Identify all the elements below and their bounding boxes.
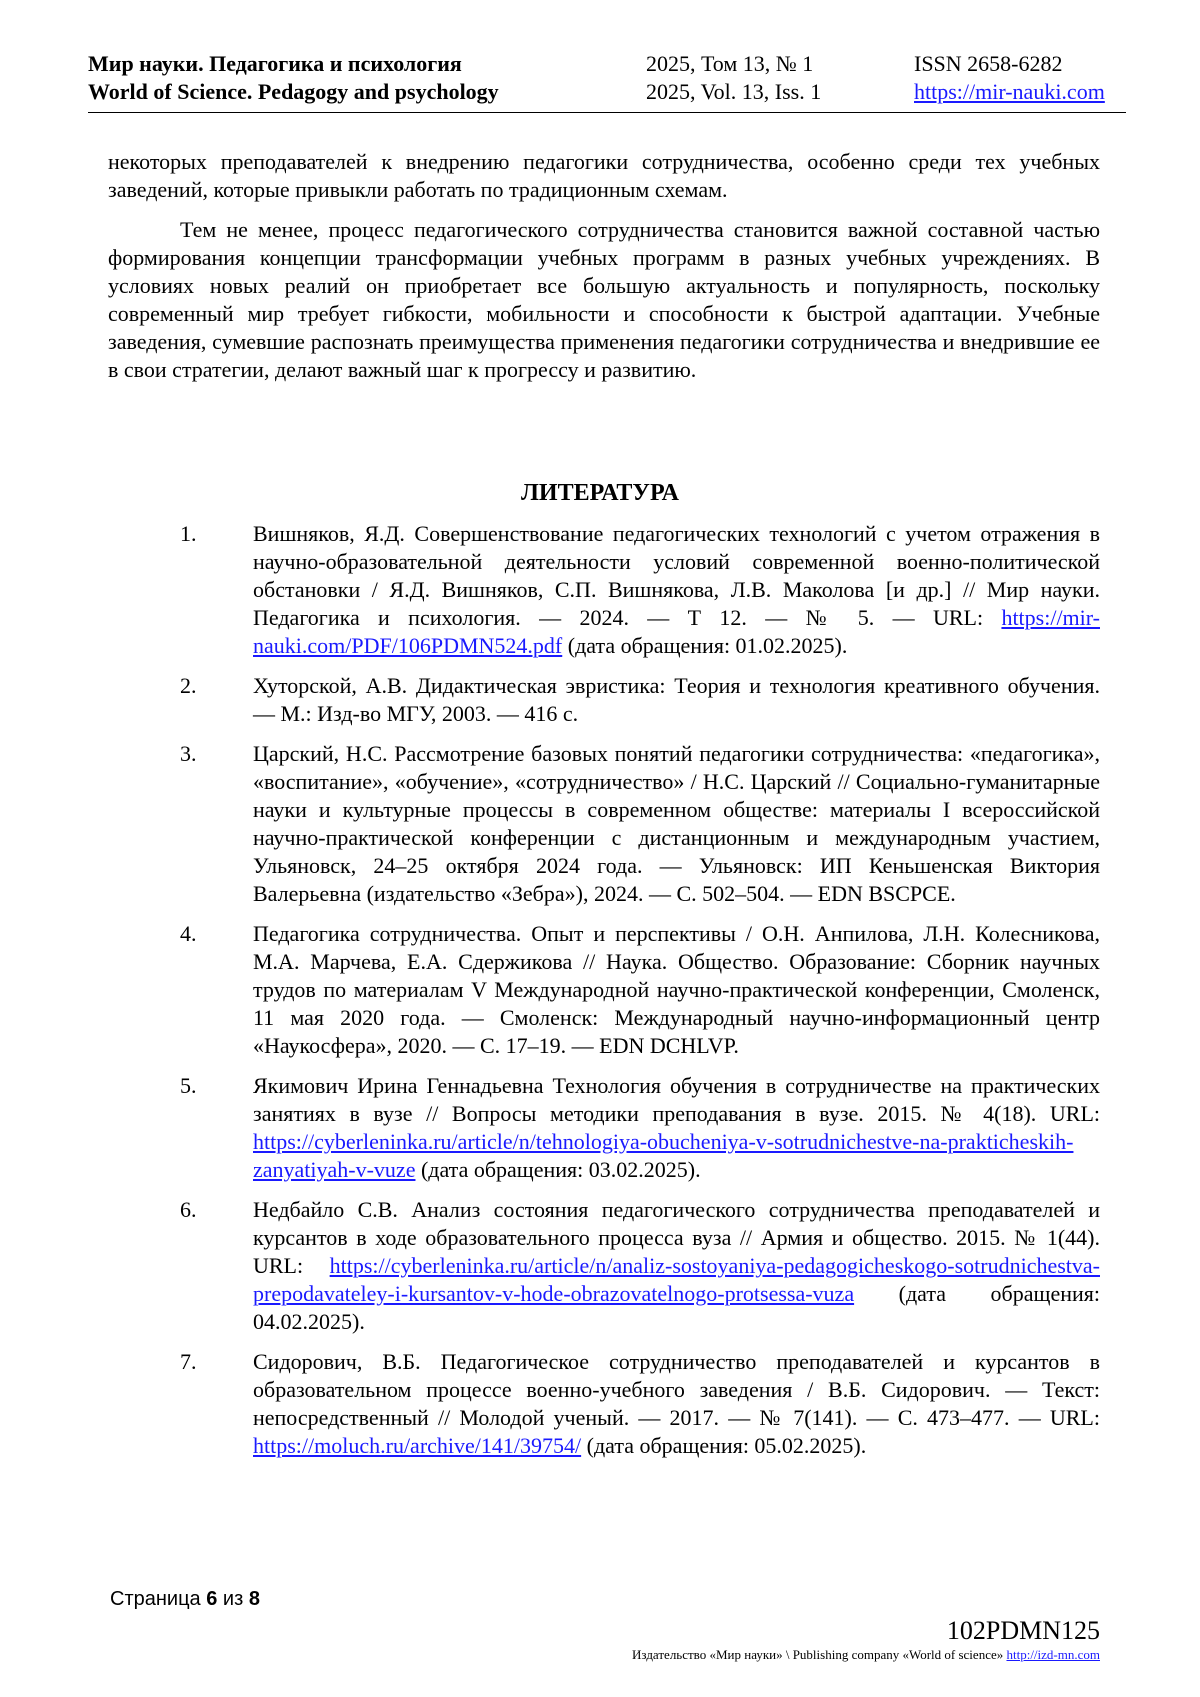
reference-number: 5. xyxy=(180,1073,197,1098)
literature-heading: ЛИТЕРАТУРА xyxy=(521,480,679,506)
reference-link[interactable]: https://cyberleninka.ru/article/n/analiz-sostoyaniya-pedagogicheskogo-sotrudnichestva-prepodavateley-i-kursantov-v-hode-obrazovatelnogo-protsessa-vuza xyxy=(253,1253,1100,1306)
page-number xyxy=(110,1588,260,1611)
reference-text xyxy=(253,920,1100,1060)
page-current: 6 xyxy=(206,1588,218,1610)
reference-text xyxy=(253,520,1100,660)
issue-ru: 2025, Том 13, № 1 xyxy=(646,51,814,76)
reference-link[interactable]: https://mir-nauki.com/PDF/106PDMN524.pdf xyxy=(253,605,1100,658)
reference-access-date: (дата обращения: 03.02.2025). xyxy=(415,1157,701,1182)
reference-citation: Хуторской, А.В. Дидактическая эвристика: Теория и технология креативного обучения. — М.: Изд-во МГУ, 2003. — 416 с. xyxy=(253,673,1100,726)
reference-access-date: (дата обращения: 01.02.2025). xyxy=(562,633,848,658)
journal-title-ru: Мир науки. Педагогика и психология xyxy=(88,51,462,76)
reference-item xyxy=(108,1072,1100,1184)
paragraph: Тем не менее, процесс педагогического сотрудничества становится важной составной частью формирования концепции трансформации учебных программ в разных учебных учреждениях. В условиях новых реалий он приобретает все большую актуальность и популярность, поскольку современный мир требует гибкости, мобильности и способности к быстрой адаптации. Учебные заведения, сумевшие распознать преимущества применения педагогики сотрудничества и внедрившие ее в свои стратегии, делают важный шаг к прогрессу и развитию. xyxy=(108,217,1100,382)
issue-en: 2025, Vol. 13, Iss. 1 xyxy=(646,79,822,104)
reference-number: 4. xyxy=(180,921,197,946)
reference-text xyxy=(253,1072,1100,1184)
reference-citation: Сидорович, В.Б. Педагогическое сотрудничество преподавателей и курсантов в образовательном процессе военно-учебного заведения / В.Б. Сидорович. — Текст: непосредственный // Молодой ученый. — 2017. — № 7(141). — С. 473–477. — URL: xyxy=(253,1349,1100,1430)
reference-access-date: (дата обращения: 05.02.2025). xyxy=(581,1433,867,1458)
reference-item xyxy=(108,672,1100,728)
paragraph: некоторых преподавателей к внедрению педагогики сотрудничества, особенно среди тех учебных заведений, которые привыкли работать по традиционным схемам. xyxy=(108,149,1100,202)
page-header xyxy=(88,50,1126,113)
publisher-text: Издательство «Мир науки» \ Publishing company «World of science» xyxy=(632,1647,1007,1662)
reference-text xyxy=(253,672,1100,728)
reference-citation: Царский, Н.С. Рассмотрение базовых понятий педагогики сотрудничества: «педагогика», «воспитание», «обучение», «сотрудничество» / Н.С. Царский // Социально-гуманитарные науки и культурные процессы в современном обществе: материалы I всероссийской научно-практической конференции с дистанционным и международным участием, Ульяновск, 24–25 октября 2024 года. — Ульяновск: ИП Кеньшенская Виктория Валерьевна (издательство «Зебра»), 2024. — С. 502–504. — EDN BSCPCE. xyxy=(253,741,1100,906)
reference-item xyxy=(108,520,1100,660)
reference-item xyxy=(108,920,1100,1060)
reference-item xyxy=(108,740,1100,908)
body-text xyxy=(108,148,1100,396)
document-code: 102PDMN125 xyxy=(946,1616,1100,1645)
reference-citation: Педагогика сотрудничества. Опыт и перспективы / О.Н. Анпилова, Л.Н. Колесникова, М.А. Марчева, Е.А. Сдержикова // Наука. Общество. Образование: Сборник научных трудов по материалам V Международной научно-практической конференции, Смоленск, 11 мая 2020 года. — Смоленск: Международный научно-информационный центр «Наукосфера», 2020. — С. 17–19. — EDN DCHLVP. xyxy=(253,921,1100,1058)
reference-list xyxy=(108,520,1100,1472)
reference-citation: Недбайло С.В. Анализ состояния педагогического сотрудничества преподавателей и курсантов в ходе образовательного процесса вуза // Армия и общество. 2015. № 1(44). URL: xyxy=(253,1197,1100,1278)
reference-link[interactable]: https://moluch.ru/archive/141/39754/ xyxy=(253,1433,582,1458)
reference-citation: Вишняков, Я.Д. Совершенствование педагогических технологий с учетом отражения в научно-образовательной деятельности условий современной военно-политической обстановки / Я.Д. Вишняков, С.П. Вишнякова, Л.В. Маколова [и др.] // Мир науки. Педагогика и психология. — 2024. — Т 12. — № 5. — URL: xyxy=(253,521,1100,630)
reference-number: 1. xyxy=(180,521,197,546)
page-of: из xyxy=(222,1588,244,1610)
reference-number: 7. xyxy=(180,1349,197,1374)
reference-number: 6. xyxy=(180,1197,197,1222)
publisher-line xyxy=(632,1647,1100,1663)
reference-citation: Якимович Ирина Геннадьевна Технология обучения в сотрудничестве на практических занятиях в вузе // Вопросы методики преподавания в вузе. 2015. № 4(18). URL: xyxy=(253,1073,1100,1126)
reference-text xyxy=(253,1348,1100,1460)
reference-link[interactable]: https://cyberleninka.ru/article/n/tehnologiya-obucheniya-v-sotrudnichestve-na-prakticheskih-zanyatiyah-v-vuze xyxy=(253,1129,1074,1182)
reference-item xyxy=(108,1348,1100,1460)
publisher-link[interactable]: http://izd-mn.com xyxy=(1006,1647,1100,1662)
page-label: Страница xyxy=(110,1588,201,1610)
page-total: 8 xyxy=(248,1588,260,1610)
journal-site-link[interactable]: https://mir-nauki.com xyxy=(914,79,1105,104)
reference-item xyxy=(108,1196,1100,1336)
reference-number: 3. xyxy=(180,741,197,766)
issn: ISSN 2658-6282 xyxy=(914,51,1063,76)
reference-text xyxy=(253,1196,1100,1336)
reference-number: 2. xyxy=(180,673,197,698)
reference-access-date: (дата обращения: 04.02.2025). xyxy=(253,1281,1100,1334)
reference-text xyxy=(253,740,1100,908)
journal-title-en: World of Science. Pedagogy and psychology xyxy=(88,79,499,104)
